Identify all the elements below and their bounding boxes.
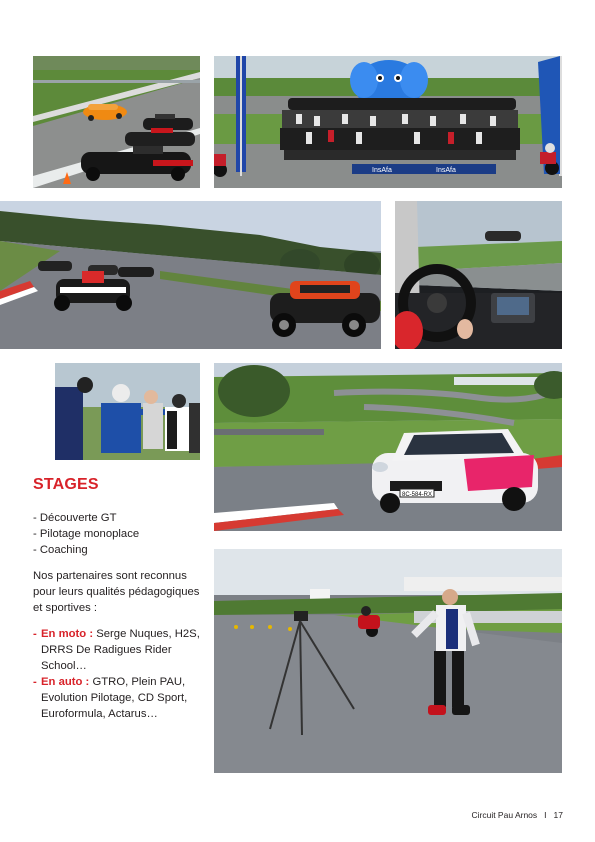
photo-motorbike-instructor-camera <box>214 549 562 773</box>
photo-sports-cars-on-track <box>33 56 200 188</box>
partners-list <box>33 626 208 722</box>
photo-single-seaters-and-hotrod <box>0 201 381 349</box>
stages-list <box>33 510 139 558</box>
partner-label: En moto : <box>41 628 94 640</box>
partner-text: GTRO, Plein PAU, Evolution Pilotage, CD Sport, Euroformula, Actarus… <box>41 676 188 720</box>
footer-title: Circuit Pau Arnos <box>471 810 538 820</box>
stages-heading: STAGES <box>33 476 99 493</box>
partner-text: Serge Nuques, H2S, DRRS De Radigues Rider School… <box>41 628 200 672</box>
sign-text-2: InsAfa <box>436 167 456 174</box>
list-item: - Coaching <box>33 544 88 556</box>
partner-label: En auto : <box>41 676 90 688</box>
photo-group-riders-elephant-mascot <box>214 56 562 188</box>
license-plate: 8C-584-RX <box>402 492 433 498</box>
photo-instructor-briefing <box>55 363 200 460</box>
photo-clio-on-circuit <box>214 363 562 531</box>
page-number: 17 <box>553 810 563 820</box>
partner-item-auto <box>33 674 208 722</box>
photo-cockpit-driving-gt <box>395 201 562 349</box>
list-item: - Pilotage monoplace <box>33 528 140 540</box>
list-item: - Découverte GT <box>33 512 117 524</box>
partner-item-moto <box>33 626 208 674</box>
page-footer <box>471 810 563 820</box>
partners-intro: Nos partenaires sont reconnus pour leurs qualités pédagogiques et sportives : <box>33 570 200 614</box>
partner-dash: - <box>33 676 37 688</box>
sign-text: InsAfa <box>372 167 392 174</box>
partner-dash: - <box>33 628 37 640</box>
footer-separator: I <box>544 810 547 820</box>
